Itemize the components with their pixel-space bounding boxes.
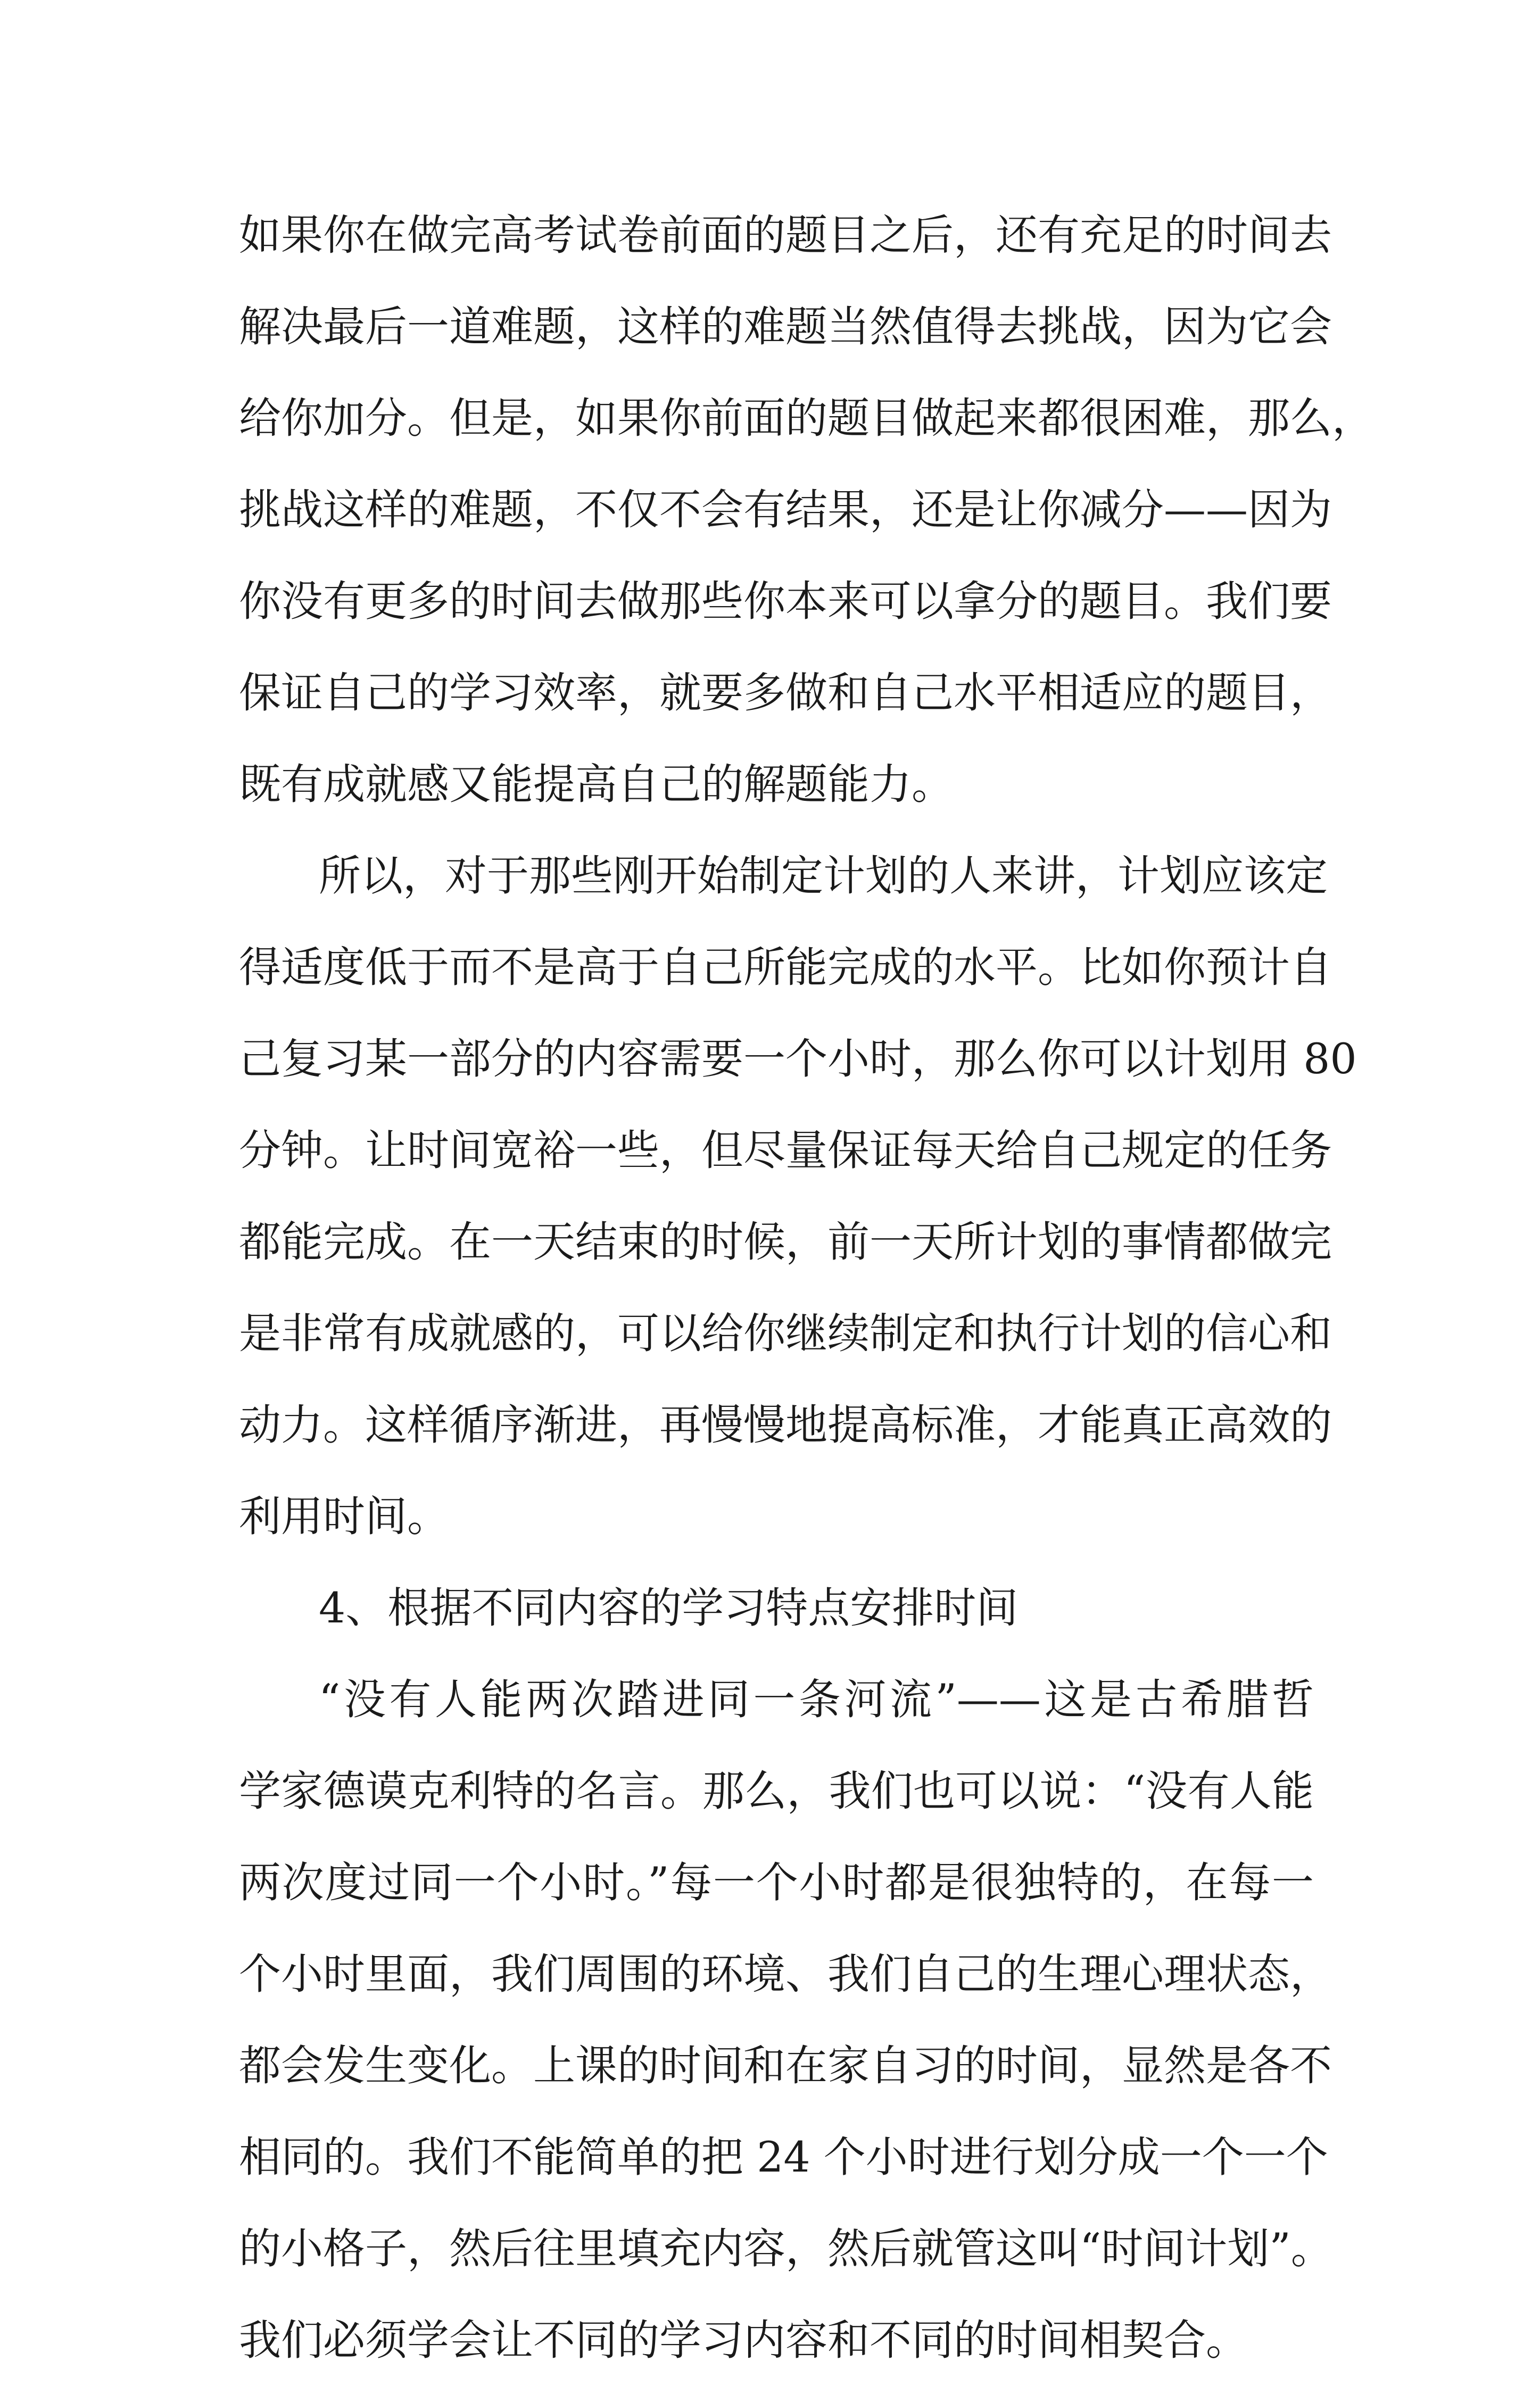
text-line: 两次度过同一个小时。”每一个小时都是很独特的，在每一 bbox=[239, 1858, 1314, 1907]
text-line: 学家德谟克利特的名言。那么，我们也可以说：“没有人能 bbox=[239, 1767, 1314, 1816]
text-line: 分钟。让时间宽裕一些，但尽量保证每天给自己规定的任务 bbox=[239, 1126, 1332, 1175]
section-heading bbox=[239, 1562, 1314, 1654]
text-line: 所以，对于那些刚开始制定计划的人来讲，计划应该定 bbox=[319, 851, 1328, 900]
text-line: 既有成就感又能提高自己的解题能力。 bbox=[239, 760, 954, 809]
text-line: 给你加分。但是，如果你前面的题目做起来都很困难，那么， bbox=[239, 394, 1374, 443]
paragraph-1 bbox=[239, 189, 1374, 830]
text-line: 我们必须学会让不同的学习内容和不同的时间相契合。 bbox=[239, 2316, 1248, 2365]
text-line: 你没有更多的时间去做那些你本来可以拿分的题目。我们要 bbox=[239, 577, 1332, 626]
text-line: “没有人能两次踏进同一条河流”——这是古希腊哲 bbox=[319, 1675, 1314, 1724]
text-line: 得适度低于而不是高于自己所能完成的水平。比如你预计自 bbox=[239, 943, 1332, 992]
text-line: 保证自己的学习效率，就要多做和自己水平相适应的题目， bbox=[239, 668, 1332, 717]
paragraph-3 bbox=[239, 1654, 1333, 2386]
text-line: 解决最后一道难题，这样的难题当然值得去挑战，因为它会 bbox=[239, 302, 1332, 351]
text-line: 己复习某一部分的内容需要一个小时，那么你可以计划用 80 bbox=[239, 1034, 1357, 1083]
text-line: 都会发生变化。上课的时间和在家自习的时间，显然是各不 bbox=[239, 2041, 1332, 2090]
text-line: 相同的。我们不能简单的把 24 个小时进行划分成一个一个 bbox=[239, 2133, 1328, 2182]
document-page bbox=[239, 189, 1374, 2386]
text-line: 如果你在做完高考试卷前面的题目之后，还有充足的时间去 bbox=[239, 211, 1332, 260]
text-line: 挑战这样的难题，不仅不会有结果，还是让你减分——因为 bbox=[239, 485, 1332, 534]
text-line: 利用时间。 bbox=[239, 1492, 449, 1541]
text-line: 都能完成。在一天结束的时候，前一天所计划的事情都做完 bbox=[239, 1217, 1332, 1266]
text-line: 的小格子，然后往里填充内容，然后就管这叫“时间计划”。 bbox=[239, 2224, 1333, 2273]
text-line: 动力。这样循序渐进，再慢慢地提高标准，才能真正高效的 bbox=[239, 1401, 1332, 1449]
text-line: 个小时里面，我们周围的环境、我们自己的生理心理状态， bbox=[239, 1950, 1332, 1999]
heading-text: 4、根据不同内容的学习特点安排时间 bbox=[319, 1584, 1019, 1633]
text-line: 是非常有成就感的，可以给你继续制定和执行计划的信心和 bbox=[239, 1309, 1332, 1358]
paragraph-2 bbox=[239, 830, 1357, 1562]
